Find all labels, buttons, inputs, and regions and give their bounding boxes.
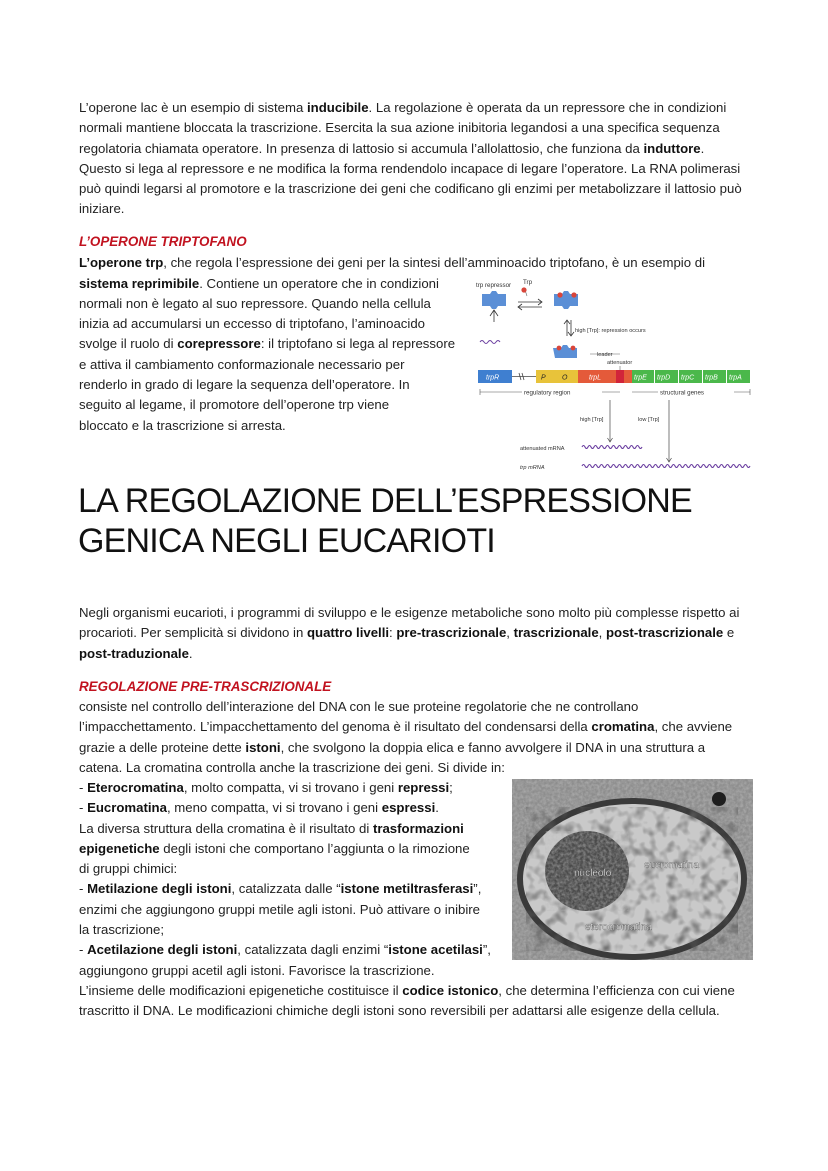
gene-label-P: P: [541, 374, 546, 382]
trp-operon-heading: L’OPERONE TRIPTOFANO: [79, 234, 247, 249]
repression-arrows-icon: [564, 320, 574, 336]
gene-bar: [478, 370, 750, 383]
trp-operon-paragraph: sistema reprimibile. Contiene un operatore che in condizioni normali non è legato al suo repressore. Quando nella cellula inizia ad accumularsi un eccesso di triptofano, l’aminoacido svolge il ruolo di corepressore: il triptofano si lega al repressore e attiva il cambiamento conformazionale necessario per renderlo in grado di legare la sequenza dell’operatore. In seguito al legame, il promotore dell’operone trp viene bloccato e la trascrizione si arresta.: [79, 275, 456, 433]
high-trp-label: high [Trp]: [580, 417, 604, 423]
attenuated-mrna-wave: [582, 446, 642, 449]
gene-label-trpA: trpA: [729, 374, 742, 382]
eucromatina-label: eucromatina: [644, 860, 700, 871]
high-trp-repression-label: high [Trp]: repression occurs: [575, 328, 646, 334]
bound-repressor-icon: [553, 345, 577, 358]
trp-repressor-label: trp repressor: [476, 282, 512, 289]
trp-label: Trp: [523, 279, 533, 286]
free-repressor-icon: [482, 291, 506, 322]
trp-intro-line: L’operone trp, che regola l’espressione dei geni per la sintesi dell’amminoacido triptofano, è un esempio di: [79, 255, 705, 270]
gene-label-trpL: trpL: [589, 374, 602, 382]
gene-label-trpC: trpC: [681, 374, 695, 382]
lac-operon-paragraph: L’operone lac è un esempio di sistema inducibile. La regolazione è operata da un repressore che in condizioni normali mantiene bloccata la trascrizione. Esercita la sua azione inibitoria legandosi a una specifica sequenza regolatoria chiamata operatore. In presenza di lattosio si accumula l’allolattosio, che funziona da induttore. Questo si lega al repressore e ne modifica la forma rendendolo incapace di legare l’operatore. La RNA polimerasi può quindi legarsi al promotore e la trascrizione dei geni che codificano gli enzimi per metabolizzare il lattosio può iniziare.: [79, 100, 742, 217]
gene-label-trpB: trpB: [705, 374, 718, 382]
eterocromatina-label: eterocromatina: [585, 922, 652, 933]
gene-label-trpD: trpD: [657, 374, 671, 382]
trp-molecule-icon: [521, 287, 527, 296]
pre-transcriptional-heading: REGOLAZIONE PRE-TRASCRIZIONALE: [79, 679, 332, 694]
trp-mrna-label: trp mRNA: [520, 465, 545, 471]
histone-code-paragraph: L’insieme delle modificazioni epigenetiche costituisce il codice istonico, che determina l’efficienza con cui viene trascritto il DNA. Le modificazioni chimiche degli istoni sono reversibili per adattarsi alle esigenze della cellula.: [79, 983, 735, 1019]
pre-transcriptional-paragraph: consiste nel controllo dell’interazione del DNA con le sue proteine regolatorie che ne controllano l’impacchettamento. L’impacchettamento del genoma è il risultato del condensarsi della cromatina, che avviene grazie a delle proteine dette istoni, che svolgono la doppia elica e fanno avvolgere il DNA in una struttura a catena. La cromatina controlla anche la trascrizione dei geni. Si divide in:: [79, 699, 733, 775]
regulatory-region-label: regulatory region: [524, 389, 571, 397]
structural-genes-label: structural genes: [660, 389, 705, 397]
eukaryote-levels-paragraph: Negli organismi eucarioti, i programmi di sviluppo e le esigenze metaboliche sono molto più complesse rispetto ai procarioti. Per semplicità si dividono in quattro livelli: pre-trascrizionale, trascrizionale, post-trascrizionale e post-traduzionale.: [79, 605, 740, 661]
trpR-mrna-wave: [480, 341, 500, 344]
attenuated-mrna-label: attenuated mRNA: [520, 446, 565, 452]
equilibrium-arrows-icon: [518, 299, 542, 310]
trp-operon-diagram: [470, 276, 755, 476]
trp-mrna-wave: [582, 465, 750, 468]
gene-label-trpE: trpE: [634, 374, 647, 382]
nucleolo-label: nucleolo: [574, 868, 612, 879]
gene-label-trpR: trpR: [486, 374, 500, 382]
chromatin-list: - Eterocromatina, molto compatta, vi si trovano i geni repressi; - Eucromatina, meno compatta, vi si trovano i geni espressi. La diversa struttura della cromatina è il risultato di trasformazioni epigenetiche degli istoni che comportano l’aggiunta o la rimozione di gruppi chimici: - Metilazione degli istoni, catalizzata dalle “istone metiltrasferasi”, enzimi che aggiungono gruppi metile agli istoni. Può attivare o inibire la trascrizione; - Acetilazione degli istoni, catalizzata dagli enzimi “istone acetilasi”, aggiungono gruppi acetil agli istoni. Favorisce la trascrizione.: [79, 780, 491, 978]
active-repressor-icon: [554, 291, 578, 309]
attenuator-label: attenuator: [607, 360, 633, 366]
gene-attenuator: [616, 370, 624, 383]
gene-label-O: O: [562, 374, 568, 382]
low-trp-label: low [Trp]: [638, 417, 660, 423]
leader-label: leader: [597, 352, 613, 358]
section-title: LA REGOLAZIONE DELL’ESPRESSIONE GENICA NEGLI EUCARIOTI: [78, 482, 692, 560]
nucleus-micrograph: [512, 779, 753, 960]
